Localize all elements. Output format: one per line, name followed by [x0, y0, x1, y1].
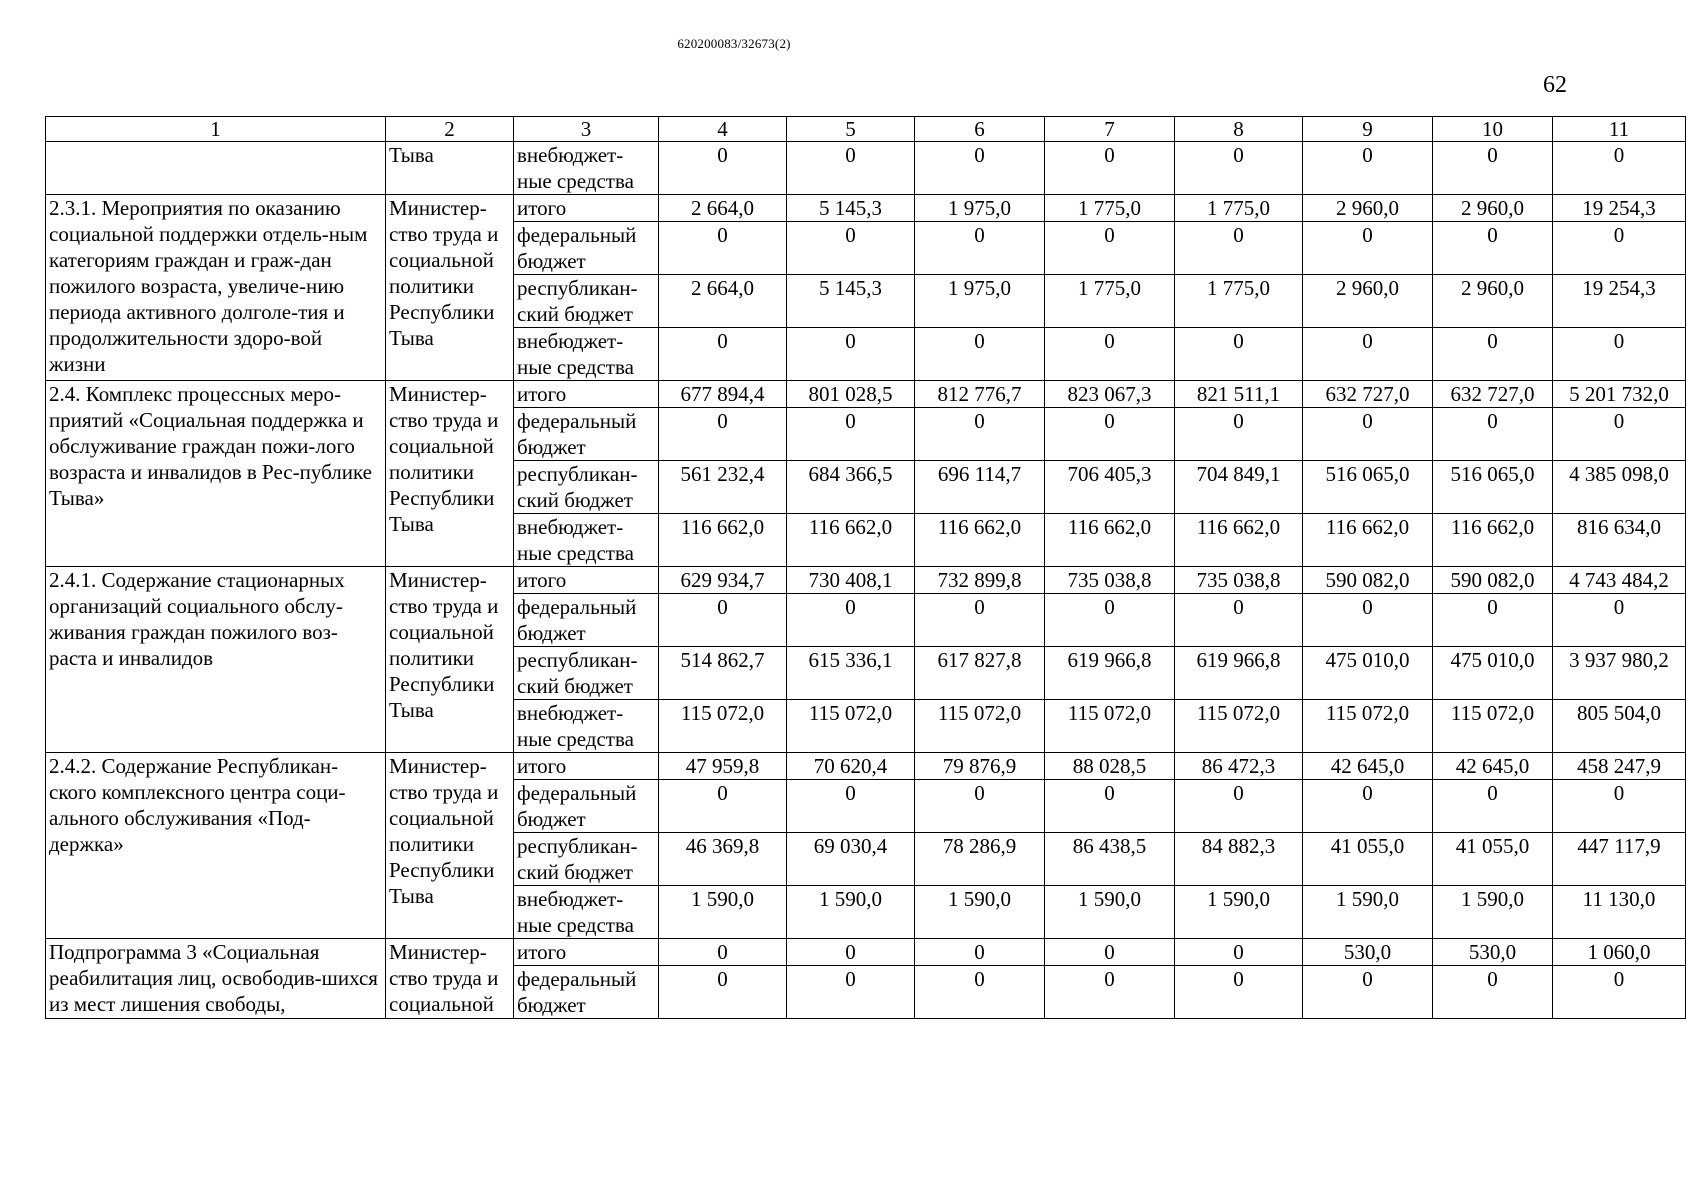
table-row	[46, 381, 1686, 408]
funding-source: федеральный бюджет	[514, 966, 659, 1019]
value-cell: 0	[1433, 594, 1553, 647]
column-header: 1	[46, 117, 386, 142]
value-cell: 0	[787, 142, 915, 195]
value-cell: 0	[1553, 966, 1686, 1019]
executor-cell: Министер- ство труда и социальной	[386, 939, 514, 1019]
value-cell: 1 590,0	[1303, 886, 1433, 939]
value-cell: 0	[915, 966, 1045, 1019]
value-cell: 0	[1303, 594, 1433, 647]
value-cell: 821 511,1	[1175, 381, 1303, 408]
value-cell: 115 072,0	[659, 700, 787, 753]
table-row	[46, 939, 1686, 966]
funding-source: республикан- ский бюджет	[514, 461, 659, 514]
value-cell: 115 072,0	[1045, 700, 1175, 753]
value-cell: 0	[1303, 408, 1433, 461]
value-cell: 530,0	[1433, 939, 1553, 966]
value-cell: 0	[1045, 142, 1175, 195]
value-cell: 732 899,8	[915, 567, 1045, 594]
value-cell: 47 959,8	[659, 753, 787, 780]
column-header: 6	[915, 117, 1045, 142]
table-row	[46, 753, 1686, 780]
value-cell: 46 369,8	[659, 833, 787, 886]
column-header: 3	[514, 117, 659, 142]
table-body	[46, 142, 1686, 1019]
value-cell: 677 894,4	[659, 381, 787, 408]
value-cell: 816 634,0	[1553, 514, 1686, 567]
value-cell: 0	[915, 594, 1045, 647]
value-cell: 116 662,0	[1433, 514, 1553, 567]
value-cell: 0	[787, 222, 915, 275]
measure-description: 2.3.1. Мероприятия по оказанию социальной поддержки отдель-ным категориям граждан и граж-дан пожилого возраста, увеличе-нию периода активного долголе-тия и продолжительности здоро-вой жизни	[46, 195, 386, 381]
value-cell: 0	[1175, 966, 1303, 1019]
value-cell: 116 662,0	[915, 514, 1045, 567]
value-cell: 0	[1553, 142, 1686, 195]
value-cell: 458 247,9	[1553, 753, 1686, 780]
value-cell: 0	[1553, 328, 1686, 381]
measure-description: 2.4. Комплекс процессных меро-приятий «Социальная поддержка и обслуживание граждан пожи-лого возраста и инвалидов в Рес-публике Тыва»	[46, 381, 386, 567]
value-cell: 84 882,3	[1175, 833, 1303, 886]
funding-source: внебюджет- ные средства	[514, 886, 659, 939]
value-cell: 801 028,5	[787, 381, 915, 408]
value-cell: 735 038,8	[1045, 567, 1175, 594]
column-header: 4	[659, 117, 787, 142]
value-cell: 590 082,0	[1303, 567, 1433, 594]
value-cell: 704 849,1	[1175, 461, 1303, 514]
value-cell: 5 201 732,0	[1553, 381, 1686, 408]
value-cell: 0	[1045, 408, 1175, 461]
value-cell: 4 385 098,0	[1553, 461, 1686, 514]
value-cell: 706 405,3	[1045, 461, 1175, 514]
value-cell: 116 662,0	[1175, 514, 1303, 567]
measure-description	[46, 142, 386, 195]
value-cell: 619 966,8	[1175, 647, 1303, 700]
value-cell: 1 775,0	[1045, 275, 1175, 328]
value-cell: 0	[787, 594, 915, 647]
value-cell: 1 775,0	[1175, 275, 1303, 328]
value-cell: 1 775,0	[1045, 195, 1175, 222]
funding-source: итого	[514, 567, 659, 594]
value-cell: 1 975,0	[915, 275, 1045, 328]
value-cell: 514 862,7	[659, 647, 787, 700]
value-cell: 0	[915, 142, 1045, 195]
funding-source: республикан- ский бюджет	[514, 275, 659, 328]
value-cell: 2 664,0	[659, 275, 787, 328]
value-cell: 0	[1175, 408, 1303, 461]
funding-source: внебюджет- ные средства	[514, 514, 659, 567]
value-cell: 5 145,3	[787, 275, 915, 328]
value-cell: 615 336,1	[787, 647, 915, 700]
value-cell: 0	[1045, 966, 1175, 1019]
value-cell: 632 727,0	[1433, 381, 1553, 408]
value-cell: 19 254,3	[1553, 195, 1686, 222]
table-row	[46, 142, 1686, 195]
column-header: 11	[1553, 117, 1686, 142]
value-cell: 11 130,0	[1553, 886, 1686, 939]
value-cell: 0	[915, 780, 1045, 833]
value-cell: 0	[1303, 780, 1433, 833]
value-cell: 0	[659, 966, 787, 1019]
value-cell: 1 590,0	[915, 886, 1045, 939]
value-cell: 19 254,3	[1553, 275, 1686, 328]
value-cell: 516 065,0	[1433, 461, 1553, 514]
value-cell: 617 827,8	[915, 647, 1045, 700]
funding-source: федеральный бюджет	[514, 594, 659, 647]
value-cell: 696 114,7	[915, 461, 1045, 514]
value-cell: 0	[787, 966, 915, 1019]
value-cell: 2 960,0	[1433, 195, 1553, 222]
document-number: 620200083/32673(2)	[677, 36, 791, 51]
value-cell: 0	[1553, 222, 1686, 275]
value-cell: 0	[1303, 966, 1433, 1019]
value-cell: 475 010,0	[1433, 647, 1553, 700]
value-cell: 0	[1045, 594, 1175, 647]
funding-source: внебюджет- ные средства	[514, 700, 659, 753]
value-cell: 115 072,0	[1433, 700, 1553, 753]
executor-cell: Тыва	[386, 142, 514, 195]
executor-cell: Министер- ство труда и социальной политики Республики Тыва	[386, 381, 514, 567]
table-row	[46, 567, 1686, 594]
value-cell: 88 028,5	[1045, 753, 1175, 780]
value-cell: 0	[787, 328, 915, 381]
value-cell: 0	[659, 594, 787, 647]
value-cell: 0	[1433, 408, 1553, 461]
measure-description: Подпрограмма 3 «Социальная реабилитация лиц, освободив-шихся из мест лишения свободы,	[46, 939, 386, 1019]
value-cell: 0	[1175, 142, 1303, 195]
column-header: 8	[1175, 117, 1303, 142]
value-cell: 0	[787, 939, 915, 966]
value-cell: 812 776,7	[915, 381, 1045, 408]
value-cell: 86 472,3	[1175, 753, 1303, 780]
funding-source: внебюджет- ные средства	[514, 142, 659, 195]
funding-source: итого	[514, 195, 659, 222]
value-cell: 561 232,4	[659, 461, 787, 514]
value-cell: 0	[1045, 222, 1175, 275]
value-cell: 805 504,0	[1553, 700, 1686, 753]
value-cell: 0	[1303, 142, 1433, 195]
table-row	[46, 195, 1686, 222]
value-cell: 735 038,8	[1175, 567, 1303, 594]
value-cell: 42 645,0	[1433, 753, 1553, 780]
value-cell: 0	[659, 408, 787, 461]
value-cell: 115 072,0	[1175, 700, 1303, 753]
value-cell: 0	[659, 142, 787, 195]
column-header: 10	[1433, 117, 1553, 142]
value-cell: 0	[1433, 966, 1553, 1019]
executor-cell: Министер- ство труда и социальной политики Республики Тыва	[386, 567, 514, 753]
value-cell: 0	[1175, 222, 1303, 275]
value-cell: 1 975,0	[915, 195, 1045, 222]
executor-cell: Министер- ство труда и социальной политики Республики Тыва	[386, 753, 514, 939]
value-cell: 0	[1045, 939, 1175, 966]
value-cell: 1 775,0	[1175, 195, 1303, 222]
value-cell: 0	[1175, 328, 1303, 381]
value-cell: 115 072,0	[1303, 700, 1433, 753]
value-cell: 5 145,3	[787, 195, 915, 222]
value-cell: 590 082,0	[1433, 567, 1553, 594]
value-cell: 42 645,0	[1303, 753, 1433, 780]
funding-source: итого	[514, 939, 659, 966]
value-cell: 0	[1303, 328, 1433, 381]
value-cell: 0	[787, 408, 915, 461]
value-cell: 629 934,7	[659, 567, 787, 594]
value-cell: 0	[1553, 408, 1686, 461]
value-cell: 1 590,0	[787, 886, 915, 939]
value-cell: 823 067,3	[1045, 381, 1175, 408]
value-cell: 530,0	[1303, 939, 1433, 966]
value-cell: 41 055,0	[1303, 833, 1433, 886]
funding-source: итого	[514, 381, 659, 408]
value-cell: 3 937 980,2	[1553, 647, 1686, 700]
value-cell: 1 590,0	[659, 886, 787, 939]
value-cell: 0	[915, 939, 1045, 966]
funding-source: внебюджет- ные средства	[514, 328, 659, 381]
value-cell: 0	[1303, 222, 1433, 275]
value-cell: 0	[1433, 222, 1553, 275]
value-cell: 0	[915, 408, 1045, 461]
value-cell: 0	[1045, 780, 1175, 833]
value-cell: 0	[659, 328, 787, 381]
value-cell: 1 590,0	[1045, 886, 1175, 939]
value-cell: 2 664,0	[659, 195, 787, 222]
column-header: 7	[1045, 117, 1175, 142]
value-cell: 619 966,8	[1045, 647, 1175, 700]
value-cell: 115 072,0	[787, 700, 915, 753]
value-cell: 0	[659, 780, 787, 833]
value-cell: 78 286,9	[915, 833, 1045, 886]
value-cell: 1 590,0	[1175, 886, 1303, 939]
value-cell: 0	[1553, 594, 1686, 647]
value-cell: 86 438,5	[1045, 833, 1175, 886]
value-cell: 475 010,0	[1303, 647, 1433, 700]
funding-source: итого	[514, 753, 659, 780]
funding-source: республикан- ский бюджет	[514, 833, 659, 886]
value-cell: 116 662,0	[1303, 514, 1433, 567]
value-cell: 2 960,0	[1303, 195, 1433, 222]
funding-source: федеральный бюджет	[514, 408, 659, 461]
funding-source: федеральный бюджет	[514, 222, 659, 275]
column-header: 5	[787, 117, 915, 142]
value-cell: 0	[1553, 780, 1686, 833]
value-cell: 0	[659, 222, 787, 275]
funding-source: федеральный бюджет	[514, 780, 659, 833]
value-cell: 1 590,0	[1433, 886, 1553, 939]
value-cell: 0	[1175, 594, 1303, 647]
value-cell: 2 960,0	[1433, 275, 1553, 328]
executor-cell: Министер- ство труда и социальной политики Республики Тыва	[386, 195, 514, 381]
value-cell: 0	[787, 780, 915, 833]
value-cell: 0	[915, 222, 1045, 275]
value-cell: 116 662,0	[1045, 514, 1175, 567]
measure-description: 2.4.2. Содержание Республикан-ского комплексного центра соци-ального обслуживания «Под-держка»	[46, 753, 386, 939]
value-cell: 0	[915, 328, 1045, 381]
value-cell: 116 662,0	[659, 514, 787, 567]
value-cell: 0	[1433, 328, 1553, 381]
funding-source: республикан- ский бюджет	[514, 647, 659, 700]
value-cell: 0	[1175, 780, 1303, 833]
value-cell: 69 030,4	[787, 833, 915, 886]
value-cell: 516 065,0	[1303, 461, 1433, 514]
value-cell: 116 662,0	[787, 514, 915, 567]
value-cell: 79 876,9	[915, 753, 1045, 780]
column-header: 9	[1303, 117, 1433, 142]
value-cell: 0	[659, 939, 787, 966]
column-header: 2	[386, 117, 514, 142]
value-cell: 684 366,5	[787, 461, 915, 514]
value-cell: 632 727,0	[1303, 381, 1433, 408]
value-cell: 447 117,9	[1553, 833, 1686, 886]
measure-description: 2.4.1. Содержание стационарных организаций социального обслу-живания граждан пожилого воз-раста и инвалидов	[46, 567, 386, 753]
value-cell: 730 408,1	[787, 567, 915, 594]
column-number-row	[46, 117, 1686, 142]
value-cell: 41 055,0	[1433, 833, 1553, 886]
value-cell: 0	[1433, 142, 1553, 195]
value-cell: 70 620,4	[787, 753, 915, 780]
page-number: 62	[1543, 72, 1567, 98]
value-cell: 2 960,0	[1303, 275, 1433, 328]
value-cell: 115 072,0	[915, 700, 1045, 753]
value-cell: 0	[1433, 780, 1553, 833]
value-cell: 4 743 484,2	[1553, 567, 1686, 594]
budget-table	[45, 116, 1686, 1019]
value-cell: 0	[1175, 939, 1303, 966]
value-cell: 0	[1045, 328, 1175, 381]
value-cell: 1 060,0	[1553, 939, 1686, 966]
